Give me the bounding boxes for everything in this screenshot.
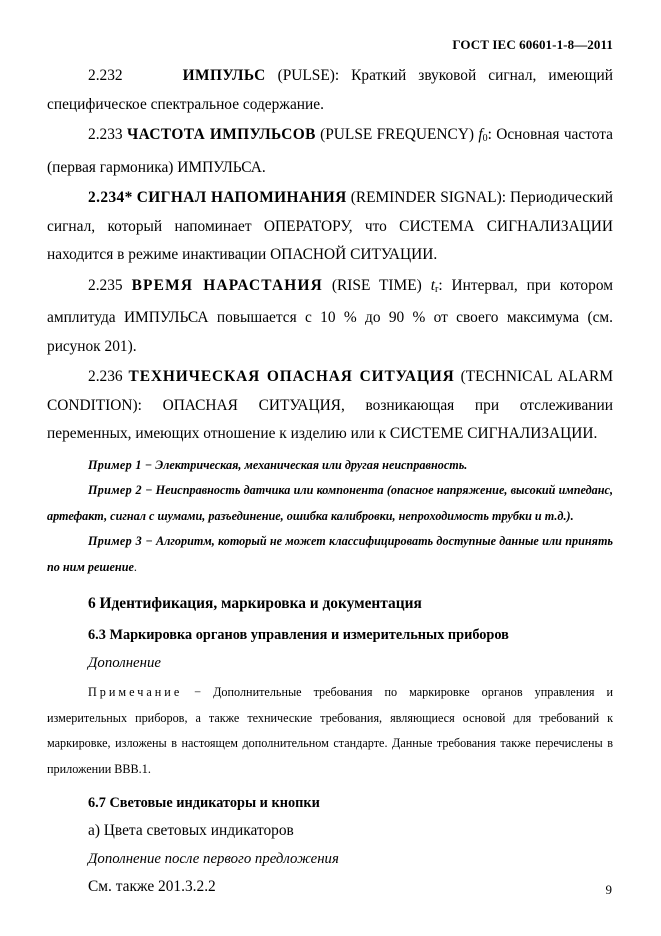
def-number: 2.235: [88, 276, 123, 294]
example-text: − Алгоритм, который не может классифицировать доступные данные или принять по ним решение: [47, 534, 613, 574]
example-label: Пример 2: [88, 483, 142, 497]
def-text: (REMINDER SIGNAL): Периодический сигнал, который напоминает ОПЕРАТОРУ, что СИСТЕМА СИГНАЛИЗАЦИИ находится в режиме инактивации ОПАСНОЙ СИТУАЦИИ.: [47, 189, 613, 263]
example-label: Пример 1: [88, 457, 142, 472]
section-6-3-amendment: Дополнение: [88, 655, 161, 671]
example-2: [47, 478, 613, 529]
section-6-7-reference: См. также 201.3.2.2: [88, 878, 216, 896]
document-header: ГОСТ IEC 60601-1-8—2011: [452, 37, 613, 52]
def-text: : Интервал, при котором амплитуда ИМПУЛЬСА повышается с 10 % до 90 % от своего максимума (см. рисунок 201).: [47, 276, 613, 355]
section-6-3-note: [47, 680, 613, 782]
def-term: СИГНАЛ НАПОМИНАНИЯ: [136, 189, 347, 206]
section-6-3-heading: 6.3 Маркировка органов управления и измерительных приборов: [88, 627, 509, 643]
def-pre: (PULSE FREQUENCY): [315, 126, 479, 143]
definition-2-232: [47, 62, 613, 119]
def-text: : Основная частота (первая гармоника) ИМПУЛЬСА.: [47, 126, 613, 176]
def-term: ИМПУЛЬС: [182, 67, 266, 84]
note-text: − Дополнительные требования по маркировке органов управления и измерительных приборов, а также технические требования, являющиеся основой для требований к маркировке, изложены в настоящем дополнительном стандарте. Данные требования также перечислены в приложении BBB.1.: [47, 685, 613, 776]
page-body: [47, 62, 613, 901]
def-term: ТЕХНИЧЕСКАЯ ОПАСНАЯ СИТУАЦИЯ: [128, 368, 455, 385]
section-6-7-item-a: а) Цвета световых индикаторов: [88, 822, 294, 840]
def-subscript: r: [434, 283, 439, 295]
def-text: (PULSE): Краткий звуковой сигнал, имеющий специфическое спектральное содержание.: [47, 67, 613, 113]
def-number: 2.234*: [88, 189, 133, 206]
note-label: Примечание: [88, 685, 183, 699]
section-6-heading: 6 Идентификация, маркировка и документация: [88, 595, 422, 612]
example-1: [47, 453, 613, 479]
definition-2-236: [47, 363, 613, 449]
example-text: − Электрическая, механическая или другая неисправность.: [141, 457, 468, 472]
def-number: 2.236: [88, 368, 123, 385]
def-number: 2.232: [88, 67, 123, 84]
example-tail: .: [133, 559, 137, 574]
section-6-7-heading: 6.7 Световые индикаторы и кнопки: [88, 795, 320, 812]
def-symbol: f: [478, 126, 483, 143]
section-6-7-amendment: Дополнение после первого предложения: [88, 851, 339, 868]
definition-2-234: [47, 184, 613, 270]
page-number: 9: [605, 882, 612, 897]
def-symbol: t: [430, 276, 435, 294]
def-term: ВРЕМЯ НАРАСТАНИЯ: [131, 276, 323, 294]
def-subscript: 0: [482, 133, 488, 144]
def-number: 2.233: [88, 126, 123, 143]
example-label: Пример 3: [88, 534, 143, 548]
def-text: (TECHNICAL ALARM CONDITION): ОПАСНАЯ СИТУАЦИЯ, возникающая при отслеживании переменных, имеющих отношение к изделию или к СИСТЕМЕ СИГНАЛИЗАЦИИ.: [47, 368, 613, 442]
def-pre: (RISE TIME): [322, 276, 431, 294]
definition-2-233: [47, 121, 613, 182]
def-term: ЧАСТОТА ИМПУЛЬСОВ: [126, 126, 316, 143]
definition-2-235: [47, 272, 613, 362]
example-3: [47, 529, 613, 580]
example-text: − Неисправность датчика или компонента (опасное напряжение, высокий импеданс, артефакт, сигнал с шумами, разъединение, ошибка калибровки, непроходимость трубки и т.д.).: [47, 483, 613, 523]
